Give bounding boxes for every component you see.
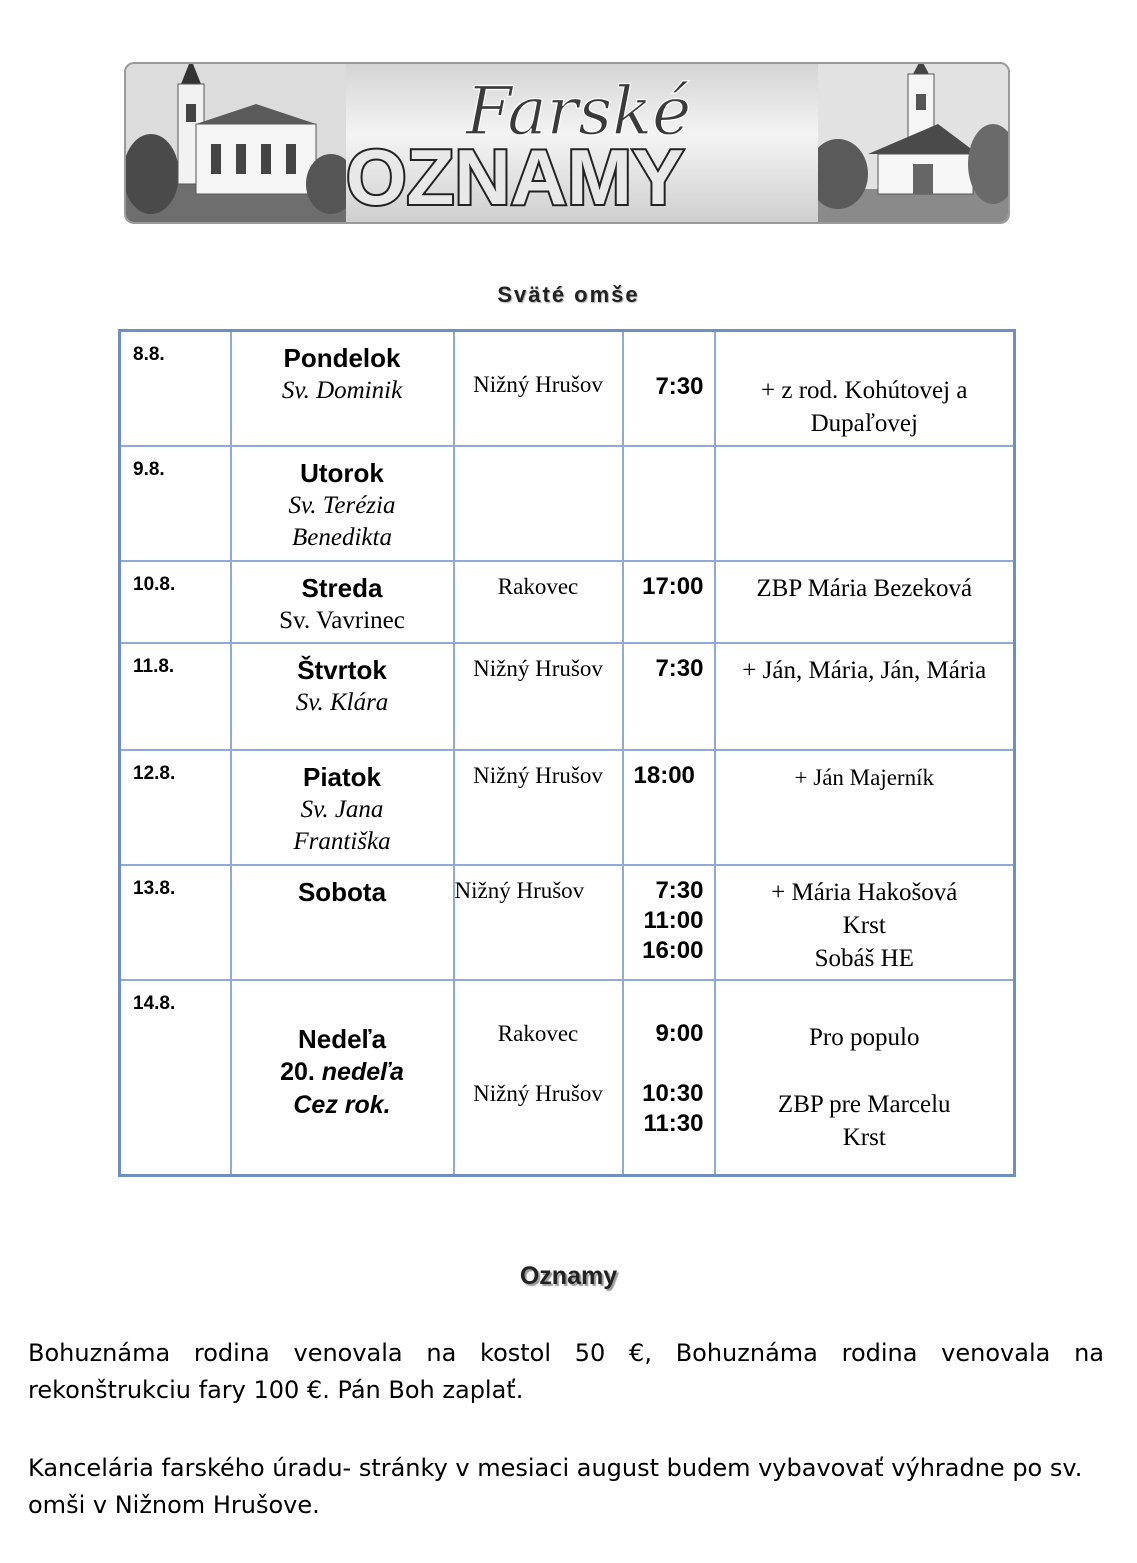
intention-cell xyxy=(715,561,1015,643)
intention-cell xyxy=(715,331,1015,446)
announcements-heading: Oznamy xyxy=(519,1262,618,1290)
table-row xyxy=(120,446,1015,561)
saint-name: Sv. Dominik xyxy=(281,377,403,404)
day-name: Utorok xyxy=(300,457,384,488)
table-row xyxy=(120,331,1015,446)
intention-line: ZBP Mária Bezeková xyxy=(756,574,973,602)
day-name: Nedeľa xyxy=(297,1023,387,1054)
time-value: 18:00 xyxy=(633,761,695,789)
place-cell: Nižný Hrušov xyxy=(454,643,623,750)
saint-name: Sv. Jana Františka xyxy=(293,795,391,855)
day-cell xyxy=(231,980,454,1176)
intention-line: + Ján Majerník xyxy=(794,764,934,790)
table-row xyxy=(120,980,1015,1176)
intention-line: Dupaľovej xyxy=(810,410,918,437)
intention-cell xyxy=(715,980,1015,1176)
day-cell xyxy=(231,331,454,446)
time-value: 11:30 xyxy=(643,1109,704,1137)
day-name: Streda xyxy=(301,572,383,603)
intention-line: Krst xyxy=(842,911,886,939)
table-row xyxy=(120,561,1015,643)
saint-name: Sv. Terézia Benedikta xyxy=(288,491,396,551)
time-value: 11:00 xyxy=(643,906,704,934)
intention-line: Pro populo xyxy=(809,1023,920,1051)
intention-cell xyxy=(715,643,1015,750)
intention-line: + z rod. Kohútovej a xyxy=(761,377,968,404)
saint-name: Sv. Vavrinec xyxy=(279,606,405,634)
place-cell: Rakovec xyxy=(454,561,623,643)
mass-schedule-table xyxy=(118,329,1016,1177)
time-cell xyxy=(623,750,715,865)
day-name: Štvrtok xyxy=(297,654,387,685)
time-cell xyxy=(623,446,715,561)
date-cell: 9.8. xyxy=(120,446,231,561)
table-row xyxy=(120,865,1015,980)
time-value: 7:30 xyxy=(655,876,704,904)
time-value: 16:00 xyxy=(642,936,704,964)
place-line: Nižný Hrušov xyxy=(473,1080,603,1106)
intention-line: Krst xyxy=(842,1123,886,1151)
place-cell xyxy=(454,446,623,561)
intention-line: ZBP pre Marcelu xyxy=(777,1090,951,1118)
liturgical-season: Cez rok. xyxy=(293,1090,391,1119)
place-cell: Nižný Hrušov xyxy=(454,865,623,980)
day-cell xyxy=(231,643,454,750)
masses-heading: Sväté omše xyxy=(497,282,640,307)
announcement-paragraph: Kancelária farského úradu- stránky v mesiaci august budem vybavovať výhradne po sv. omši v Nižnom Hrušove. xyxy=(28,1454,1083,1519)
time-cell xyxy=(623,865,715,980)
svg-text:Farské: Farské xyxy=(466,73,692,150)
table-row xyxy=(120,643,1015,750)
header-banner xyxy=(124,62,1010,224)
intention-cell xyxy=(715,446,1015,561)
day-cell xyxy=(231,561,454,643)
time-cell xyxy=(623,980,715,1176)
time-value: 17:00 xyxy=(642,572,704,600)
date-cell: 11.8. xyxy=(120,643,231,750)
table-row xyxy=(120,750,1015,865)
time-cell xyxy=(623,561,715,643)
place-line: Rakovec xyxy=(497,1020,579,1046)
time-cell xyxy=(623,643,715,750)
intention-cell xyxy=(715,750,1015,865)
date-cell: 12.8. xyxy=(120,750,231,865)
day-name: Pondelok xyxy=(283,343,401,373)
time-value: 9:00 xyxy=(655,1019,704,1047)
intention-line: + Mária Hakošová xyxy=(771,878,958,906)
date-cell: 8.8. xyxy=(120,331,231,446)
date-cell: 14.8. xyxy=(120,980,231,1176)
announcement-paragraph: Bohuznáma rodina venovala na kostol 50 €, Bohuznáma rodina venovala na rekonštrukciu fary 100 €. Pán Boh zaplať. xyxy=(28,1339,1104,1404)
sunday-number: 20. xyxy=(280,1057,315,1086)
farske-oznamy-logo xyxy=(336,64,816,222)
place-cell: Nižný Hrušov xyxy=(454,331,623,446)
sunday-ordinal xyxy=(232,1056,453,1089)
place-cell xyxy=(454,980,623,1176)
church-right-illustration xyxy=(818,64,1008,222)
sunday-label: nedeľa xyxy=(321,1057,404,1086)
day-cell xyxy=(231,446,454,561)
time-cell xyxy=(623,331,715,446)
svg-text:OZNAMY: OZNAMY xyxy=(346,133,684,221)
time-value: 7:30 xyxy=(655,373,704,400)
time-value: 10:30 xyxy=(642,1079,704,1107)
day-name: Sobota xyxy=(297,876,387,907)
place-cell: Nižný Hrušov xyxy=(454,750,623,865)
time-value: 7:30 xyxy=(655,654,704,682)
day-cell xyxy=(231,750,454,865)
day-name: Piatok xyxy=(302,761,382,792)
intention-line: + Ján, Mária, Ján, Mária xyxy=(742,656,987,684)
intention-cell xyxy=(715,865,1015,980)
date-cell: 13.8. xyxy=(120,865,231,980)
day-cell xyxy=(231,865,454,980)
date-cell: 10.8. xyxy=(120,561,231,643)
intention-line: Sobáš HE xyxy=(814,944,914,972)
church-left-illustration xyxy=(126,64,346,222)
saint-name: Sv. Klára xyxy=(295,688,389,716)
